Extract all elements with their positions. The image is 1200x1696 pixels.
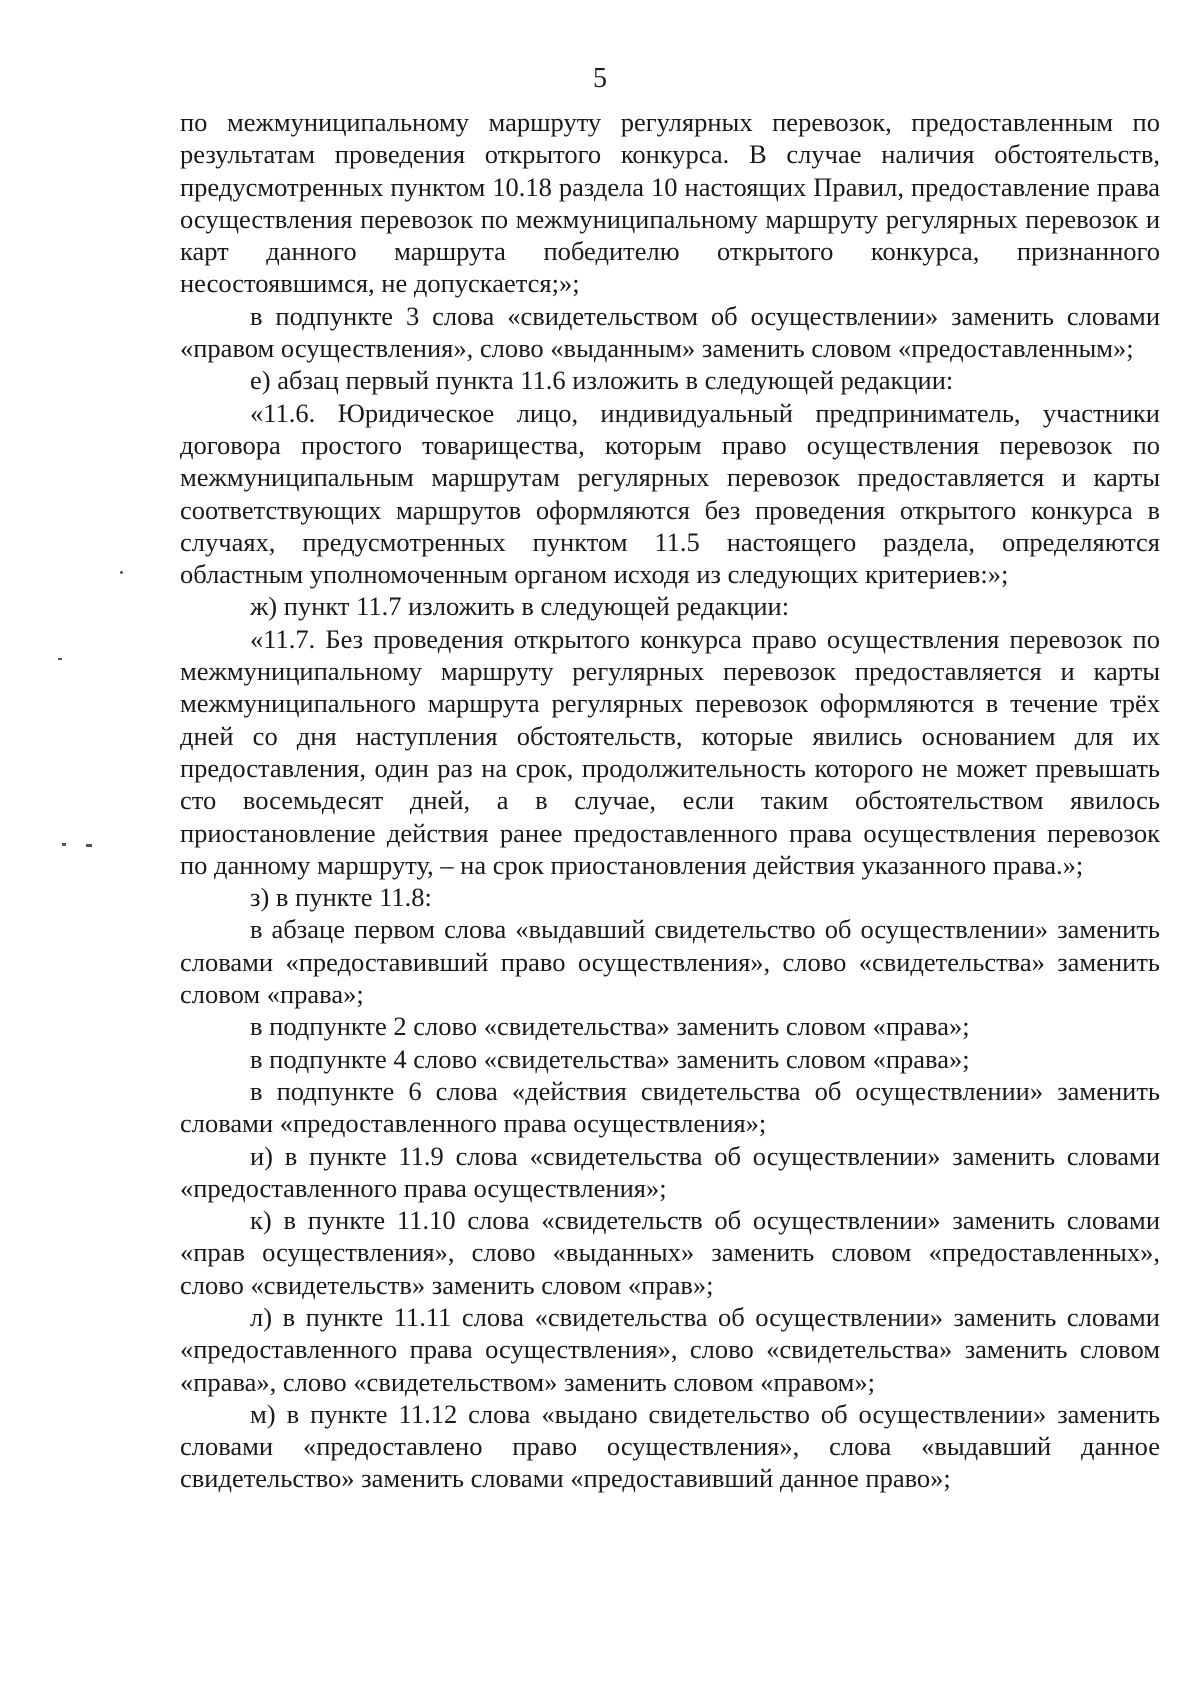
paragraph-item-i: и) в пункте 11.9 слова «свидетельства об осуществлении» заменить словами «предоставленного права осуществления»; (180, 1140, 1160, 1203)
paragraph-item-z: з) в пункте 11.8: (250, 882, 432, 913)
paragraph-item-l: л) в пункте 11.11 слова «свидетельства об осуществлении» заменить словами «предоставленного права осуществления», слово «свидетельства» заменить словом «права», слово «свидетельством» заменить словом «правом»; (180, 1301, 1160, 1397)
paragraph-subitem-6: в подпункте 6 слова «действия свидетельства об осуществлении» заменить словами «предоставленного права осуществления»; (180, 1075, 1160, 1139)
paragraph-abzac-first: в абзаце первом слова «выдавший свидетельство об осуществлении» заменить словами «предоставивший право осуществления», слово «свидетельства» заменить словом «права»; (180, 914, 1160, 1010)
scan-speck (62, 843, 66, 846)
paragraph-continuation: по межмуниципальному маршруту регулярных перевозок, предоставленным по результатам проведения открытого конкурса. В случае наличия обстоятельств, предусмотренных пунктом 10.18 раздела 10 настоящих Правил, предоставление права осуществления перевозок по межмуниципальному маршруту регулярных перевозок и карт данного маршрута победителю открытого конкурса, признанного несостоявшимся, не допускается;»; (180, 107, 1160, 299)
paragraph-11-6: «11.6. Юридическое лицо, индивидуальный предприниматель, участники договора простого товарищества, которым право осуществления перевозок по межмуниципальным маршрутам регулярных перевозок предоставляется и карты соответствующих маршрутов оформляются без проведения открытого конкурса в случаях, предусмотренных пунктом 11.5 настоящего раздела, определяются областным уполномоченным органом исходя из следующих критериев:»; (180, 397, 1160, 590)
paragraph-item-k: к) в пункте 11.10 слова «свидетельств об осуществлении» заменить словами «прав осуществления», слово «выданных» заменить словом «предоставленных», слово «свидетельств» заменить словом «прав»; (180, 1205, 1160, 1300)
document-body (180, 106, 1160, 1495)
paragraph-item-m: м) в пункте 11.12 слова «выдано свидетельство об осуществлении» заменить словами «предоставлено право осуществления», слова «выдавший данное свидетельство» заменить словами «предоставивший данное право»; (180, 1398, 1160, 1494)
paragraph-subitem-4: в подпункте 4 слово «свидетельства» заменить словом «права»; (250, 1043, 970, 1074)
paragraph-item-e: е) абзац первый пункта 11.6 изложить в следующей редакции: (250, 365, 954, 396)
paragraph-subitem-2: в подпункте 2 слово «свидетельства» заменить словом «права»; (250, 1011, 970, 1042)
page-number: 5 (593, 63, 607, 94)
scan-speck (120, 571, 123, 574)
scan-speck (86, 844, 92, 847)
paragraph-11-7: «11.7. Без проведения открытого конкурса право осуществления перевозок по межмуниципальному маршруту регулярных перевозок предоставляется и карты межмуниципального маршрута регулярных перевозок оформляются в течение трёх дней со дня наступления обстоятельств, которые явились основанием для их предоставления, один раз на срок, продолжительность которого не может превышать сто восемьдесят дней, а в случае, если таким обстоятельством явилось приостановление действия ранее предоставленного права осуществления перевозок по данному маршруту, – на срок приостановления действия указанного права.»; (180, 623, 1160, 880)
paragraph-subitem-3: в подпункте 3 слова «свидетельством об осуществлении» заменить словами «правом осуществления», слово «выданным» заменить словом «предоставленным»; (180, 300, 1160, 364)
paragraph-item-zh: ж) пункт 11.7 изложить в следующей редакции: (250, 591, 790, 622)
scan-speck (58, 658, 62, 660)
